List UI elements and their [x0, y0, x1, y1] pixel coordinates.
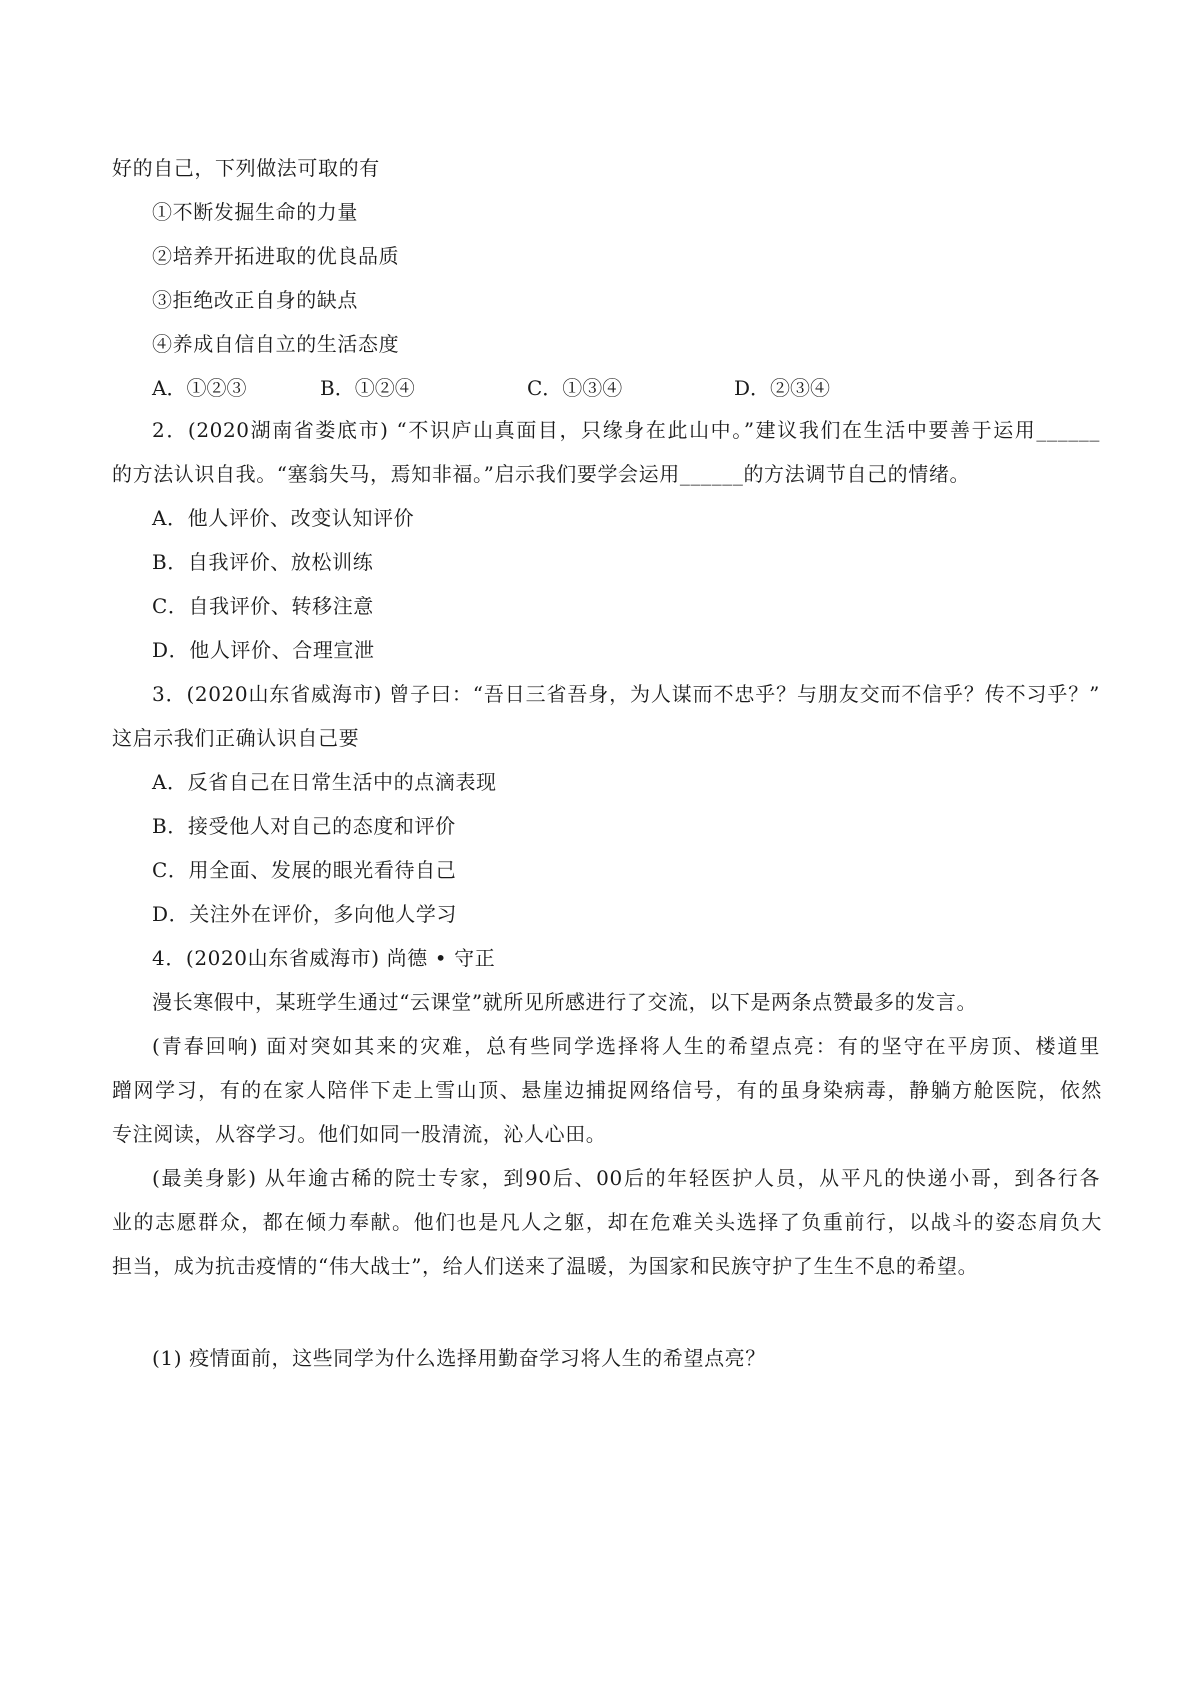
q2-stem-line-2: 的方法认识自我。“塞翁失马，焉知非福。”启示我们要学会运用______的方法调节自己的情绪。	[112, 462, 971, 486]
q4-para2-line-2: 业的志愿群众，都在倾力奉献。他们也是凡人之躯，却在危难关头选择了负重前行，以战斗的姿态肩负大	[112, 1210, 1102, 1234]
q2-option-b[interactable]: B．自我评价、放松训练	[152, 550, 374, 574]
q4-sub-question-1: (1) 疫情面前，这些同学为什么选择用勤奋学习将人生的希望点亮？	[152, 1346, 766, 1370]
q3-option-a[interactable]: A．反省自己在日常生活中的点滴表现	[152, 770, 497, 794]
q3-option-c[interactable]: C．用全面、发展的眼光看待自己	[152, 858, 457, 882]
q3-stem-line-1: 3．(2020山东省威海市) 曾子曰：“吾日三省吾身，为人谋而不忠乎？与朋友交而不信乎？传不习乎？”	[152, 682, 1100, 706]
q4-para1-line-2: 蹭网学习，有的在家人陪伴下走上雪山顶、悬崖边捕捉网络信号，有的虽身染病毒，静躺方舱医院，依然	[112, 1078, 1102, 1102]
q3-option-b[interactable]: B．接受他人对自己的态度和评价	[152, 814, 456, 838]
q1-option-c[interactable]: C．①③④	[527, 376, 623, 400]
q4-para1-line-1: (青春回响) 面对突如其来的灾难，总有些同学选择将人生的希望点亮：有的坚守在平房顶、楼道里	[152, 1034, 1100, 1058]
q4-para2-line-3: 担当，成为抗击疫情的“伟大战士”，给人们送来了温暖，为国家和民族守护了生生不息的希望。	[112, 1254, 979, 1278]
q3-option-d[interactable]: D．关注外在评价，多向他人学习	[152, 902, 458, 926]
q1-options	[152, 374, 852, 402]
answer-space[interactable]	[112, 1384, 1102, 1664]
q2-option-d[interactable]: D．他人评价、合理宣泄	[152, 638, 375, 662]
q1-item-1: ①不断发掘生命的力量	[152, 200, 358, 224]
q2-option-c[interactable]: C．自我评价、转移注意	[152, 594, 374, 618]
q2-stem-line-1: 2．(2020湖南省娄底市) “不识庐山真面目，只缘身在此山中。”建议我们在生活中要善于运用______	[152, 418, 1100, 442]
q2-option-a[interactable]: A．他人评价、改变认知评价	[152, 506, 415, 530]
q1-item-3: ③拒绝改正自身的缺点	[152, 288, 358, 312]
q1-option-d[interactable]: D．②③④	[734, 376, 831, 400]
q4-intro: 漫长寒假中，某班学生通过“云课堂”就所见所感进行了交流，以下是两条点赞最多的发言。	[152, 990, 978, 1014]
q4-para2-line-1: (最美身影) 从年逾古稀的院士专家，到90后、00后的年轻医护人员，从平凡的快递小哥，到各行各	[152, 1166, 1100, 1190]
q4-para1-line-3: 专注阅读，从容学习。他们如同一股清流，沁人心田。	[112, 1122, 607, 1146]
q3-stem-line-2: 这启示我们正确认识自己要	[112, 726, 360, 750]
q1-item-4: ④养成自信自立的生活态度	[152, 332, 400, 356]
q1-item-2: ②培养开拓进取的优良品质	[152, 244, 400, 268]
q1-option-b[interactable]: B．①②④	[320, 376, 415, 400]
q4-title: 4．(2020山东省威海市) 尚德 • 守正	[152, 946, 496, 970]
q1-stem-tail: 好的自己，下列做法可取的有	[112, 156, 380, 180]
q1-option-a[interactable]: A．①②③	[152, 376, 247, 400]
